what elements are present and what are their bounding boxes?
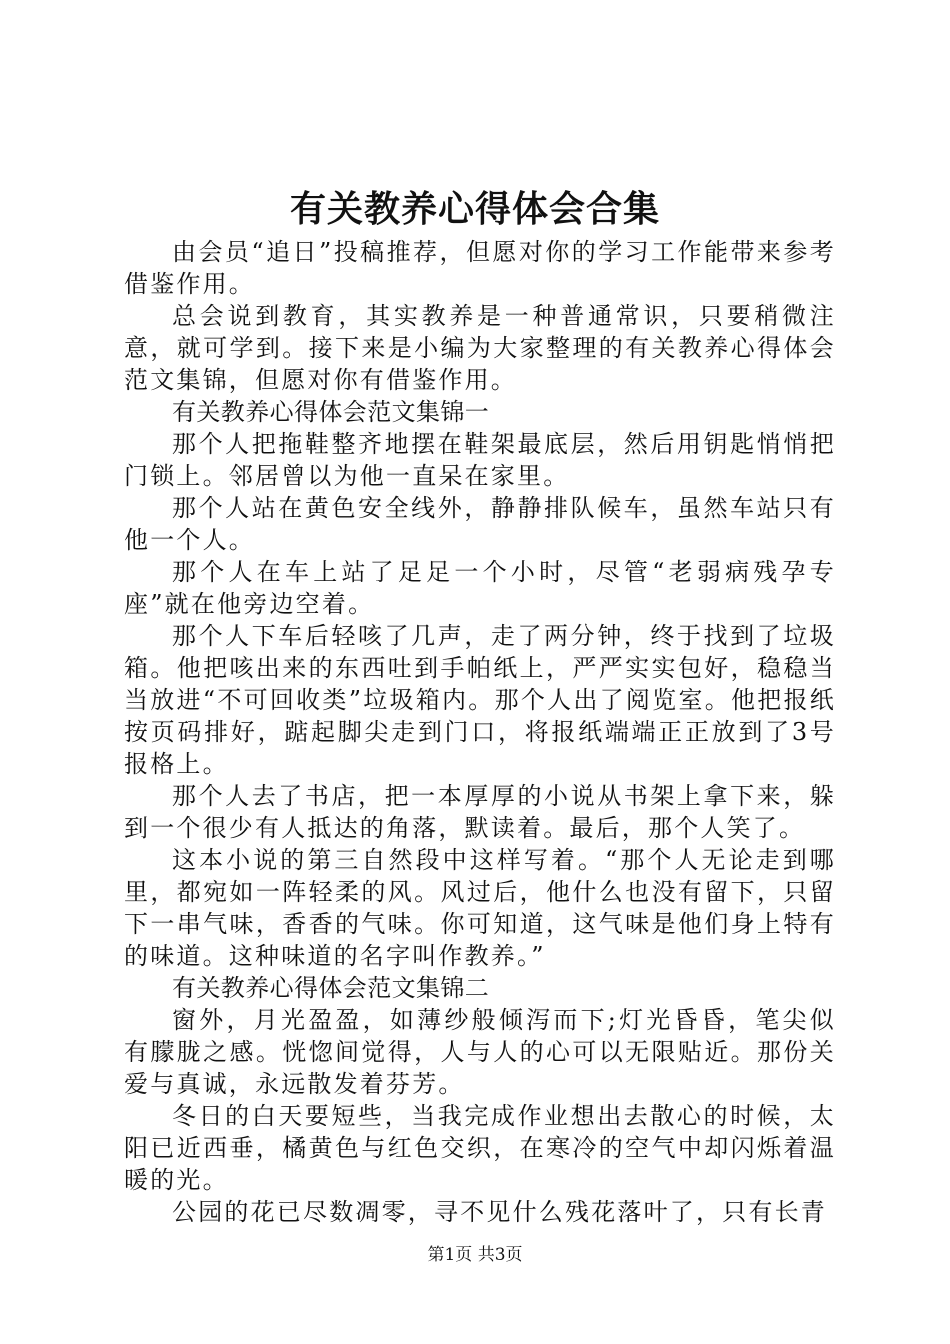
- paragraph: 那个人站在黄色安全线外，静静排队候车，虽然车站只有他一个人。: [124, 494, 836, 554]
- paragraph: 冬日的白天要短些，当我完成作业想出去散心的时候，太阳已近西垂，橘黄色与红色交织，在寒冷的空气中却闪烁着温暖的光。: [124, 1102, 836, 1194]
- paragraph: 那个人去了书店，把一本厚厚的小说从书架上拿下来，躲到一个很少有人抵达的角落，默读着。最后，那个人笑了。: [124, 782, 836, 842]
- section-heading: 有关教养心得体会范文集锦二: [172, 974, 490, 1002]
- page-footer: 第1页 共3页: [427, 1245, 523, 1265]
- document-title: 有关教养心得体会合集: [289, 188, 660, 230]
- document-body: [124, 236, 836, 1228]
- paragraph: 那个人下车后轻咳了几声，走了两分钟，终于找到了垃圾箱。他把咳出来的东西吐到手帕纸上，严严实实包好，稳稳当当放进“不可回收类”垃圾箱内。那个人出了阅览室。他把报纸按页码排好，踮起脚尖走到门口，将报纸端端正正放到了3号报格上。: [124, 622, 836, 778]
- section-heading: 有关教养心得体会范文集锦一: [172, 398, 490, 426]
- paragraph: 由会员“追日”投稿推荐，但愿对你的学习工作能带来参考借鉴作用。: [124, 238, 836, 298]
- paragraph: 这本小说的第三自然段中这样写着。“那个人无论走到哪里，都宛如一阵轻柔的风。风过后，他什么也没有留下，只留下一串气味，香香的气味。你可知道，这气味是他们身上特有的味道。这种味道的名字叫作教养。”: [124, 846, 836, 970]
- paragraph: 公园的花已尽数凋零，寻不见什么残花落叶了，只有长青: [172, 1198, 827, 1226]
- paragraph: 那个人在车上站了足足一个小时，尽管“老弱病残孕专座”就在他旁边空着。: [124, 558, 836, 618]
- paragraph: 那个人把拖鞋整齐地摆在鞋架最底层，然后用钥匙悄悄把门锁上。邻居曾以为他一直呆在家里。: [124, 430, 836, 490]
- paragraph: 总会说到教育，其实教养是一种普通常识，只要稍微注意，就可学到。接下来是小编为大家整理的有关教养心得体会范文集锦，但愿对你有借鉴作用。: [124, 302, 836, 394]
- paragraph: 窗外，月光盈盈，如薄纱般倾泻而下;灯光昏昏，笔尖似有朦胧之感。恍惚间觉得，人与人的心可以无限贴近。那份关爱与真诚，永远散发着芬芳。: [124, 1006, 836, 1098]
